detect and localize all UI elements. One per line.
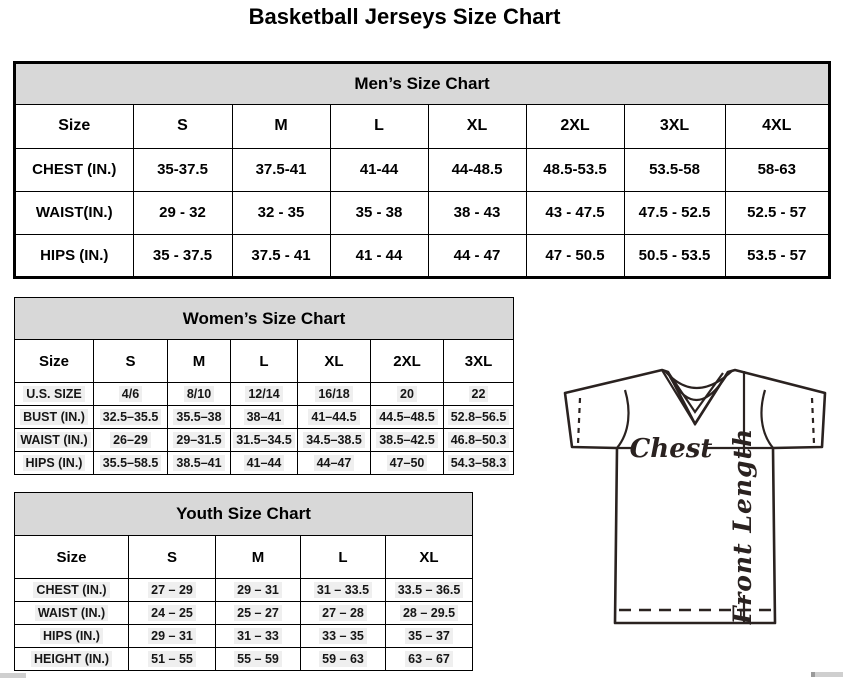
page-title: Basketball Jerseys Size Chart: [248, 4, 561, 29]
womens-size-table: [14, 297, 514, 475]
row-label-text: WAIST (IN.): [35, 605, 108, 621]
front-length-label: Front Length: [728, 427, 757, 625]
row-label: [15, 625, 129, 648]
size-value-cell-text: 50.5 - 53.5: [638, 246, 711, 264]
table-row: [15, 191, 829, 234]
column-header: M: [232, 104, 330, 148]
size-value-cell-text: 47.5 - 52.5: [638, 204, 711, 221]
size-value-cell: [330, 191, 428, 234]
size-value-cell-text: 51 – 55: [148, 651, 196, 667]
row-label: [15, 383, 94, 406]
column-header-row: [15, 340, 514, 383]
size-value-cell-text: 54.3–58.3: [448, 455, 510, 471]
size-value-cell-text: 27 – 29: [148, 582, 196, 598]
size-value-cell-text: 37.5-41: [255, 161, 307, 178]
table-caption: Women’s Size Chart: [15, 298, 514, 340]
size-value-cell-text: 34.5–38.5: [303, 432, 365, 448]
row-label-text: WAIST(IN.): [35, 204, 113, 221]
size-value-cell: [129, 602, 216, 625]
size-value-cell-text: 33.5 – 36.5: [395, 582, 464, 598]
size-value-cell: [444, 383, 514, 406]
size-value-cell: [298, 406, 371, 429]
size-value-cell-text: 29 - 32: [159, 204, 206, 221]
size-value-cell-text: 48.5-53.5: [543, 161, 607, 178]
size-value-cell: [231, 429, 298, 452]
size-value-cell: [371, 452, 444, 475]
size-value-cell: [301, 625, 386, 648]
size-value-cell: [386, 625, 473, 648]
size-value-cell: [725, 234, 829, 277]
size-value-cell: [725, 148, 829, 191]
size-value-cell: [371, 429, 444, 452]
size-value-cell: [168, 383, 231, 406]
size-value-cell-text: 44 - 47: [453, 246, 501, 264]
table-row: [15, 406, 514, 429]
size-value-cell: [526, 148, 624, 191]
size-value-cell-text: 38–41: [244, 409, 285, 425]
size-value-cell-text: 53.5-58: [649, 161, 700, 178]
size-value-cell-text: 31 – 33: [234, 628, 282, 644]
size-value-cell: [216, 579, 301, 602]
size-value-cell: [428, 191, 526, 234]
size-value-cell: [232, 234, 330, 277]
size-value-cell-text: 12/14: [245, 386, 282, 402]
table-caption: Men’s Size Chart: [15, 63, 829, 104]
horizontal-scrollbar-fragment-left[interactable]: [0, 673, 26, 678]
column-header: S: [133, 104, 232, 148]
row-label-text: BUST (IN.): [20, 409, 88, 425]
size-value-cell: [386, 579, 473, 602]
table-row: [15, 452, 514, 475]
size-value-cell-text: 35.5–58.5: [100, 455, 162, 471]
size-value-cell: [725, 191, 829, 234]
column-header: 3XL: [444, 340, 514, 383]
size-value-cell: [301, 579, 386, 602]
size-value-cell: [386, 602, 473, 625]
size-value-cell: [94, 406, 168, 429]
column-header: Size: [15, 104, 133, 148]
size-value-cell: [129, 648, 216, 671]
row-label: [15, 148, 133, 191]
size-value-cell: [231, 452, 298, 475]
size-value-cell-text: 26–29: [110, 432, 151, 448]
size-value-cell: [168, 452, 231, 475]
column-header: 3XL: [624, 104, 725, 148]
size-value-cell-text: 28 – 29.5: [400, 605, 458, 621]
row-label-text: WAIST (IN.): [17, 432, 90, 448]
row-label-text: HIPS (IN.): [40, 628, 103, 644]
size-value-cell: [129, 625, 216, 648]
size-value-cell-text: 24 – 25: [148, 605, 196, 621]
chest-label: Chest: [629, 434, 713, 464]
size-value-cell-text: 35 - 38: [355, 204, 403, 221]
size-value-cell: [444, 406, 514, 429]
size-value-cell-text: 44.5–48.5: [376, 409, 438, 425]
row-label: [15, 602, 129, 625]
column-header: L: [301, 536, 386, 579]
size-value-cell: [232, 148, 330, 191]
size-value-cell-text: 52.8–56.5: [448, 409, 510, 425]
row-label-text: CHEST (IN.): [32, 161, 117, 178]
size-value-cell-text: 53.5 - 57: [747, 246, 807, 264]
size-value-cell-text: 31.5–34.5: [233, 432, 295, 448]
size-value-cell: [129, 579, 216, 602]
size-value-cell: [133, 148, 232, 191]
size-value-cell: [168, 406, 231, 429]
size-value-cell: [94, 452, 168, 475]
size-value-cell-text: 22: [469, 386, 489, 402]
row-label-text: HIPS (IN.): [23, 455, 86, 471]
column-header: 4XL: [725, 104, 829, 148]
size-value-cell-text: 8/10: [184, 386, 214, 402]
size-value-cell: [298, 383, 371, 406]
size-value-cell: [428, 234, 526, 277]
row-label-text: U.S. SIZE: [23, 386, 85, 402]
size-value-cell-text: 33 – 35: [319, 628, 367, 644]
size-value-cell: [94, 383, 168, 406]
size-value-cell: [386, 648, 473, 671]
size-value-cell-text: 55 – 59: [234, 651, 282, 667]
size-value-cell: [624, 148, 725, 191]
column-header: S: [94, 340, 168, 383]
size-value-cell-text: 35-37.5: [157, 161, 208, 178]
size-value-cell: [133, 234, 232, 277]
size-value-cell-text: 52.5 - 57: [747, 204, 807, 221]
column-header: M: [216, 536, 301, 579]
row-label: [15, 406, 94, 429]
size-value-cell-text: 59 – 63: [319, 651, 367, 667]
row-label-text: HIPS (IN.): [40, 246, 109, 264]
size-value-cell: [298, 429, 371, 452]
size-value-cell: [301, 648, 386, 671]
column-header: 2XL: [526, 104, 624, 148]
table-row: [15, 625, 473, 648]
size-value-cell-text: 38.5–42.5: [376, 432, 438, 448]
table-row: [15, 648, 473, 671]
jersey-body-outline: [565, 370, 825, 623]
size-value-cell-text: 16/18: [315, 386, 352, 402]
size-value-cell: [168, 429, 231, 452]
row-label: [15, 579, 129, 602]
size-value-cell-text: 27 – 28: [319, 605, 367, 621]
size-value-cell: [216, 602, 301, 625]
table-row: [15, 148, 829, 191]
column-header: 2XL: [371, 340, 444, 383]
column-header: S: [129, 536, 216, 579]
mens-size-table: [14, 62, 830, 278]
row-label-text: HEIGHT (IN.): [31, 651, 112, 667]
size-value-cell: [428, 148, 526, 191]
size-value-cell-text: 31 – 33.5: [314, 582, 372, 598]
size-value-cell: [216, 648, 301, 671]
size-value-cell-text: 35.5–38: [173, 409, 224, 425]
size-value-cell-text: 38.5–41: [173, 455, 224, 471]
column-header: XL: [298, 340, 371, 383]
size-value-cell-text: 44-48.5: [451, 161, 503, 178]
size-value-cell-text: 41–44.5: [308, 409, 359, 425]
size-value-cell: [444, 452, 514, 475]
table-row: [15, 579, 473, 602]
size-value-cell: [444, 429, 514, 452]
row-label: [15, 234, 133, 277]
size-value-cell: [526, 191, 624, 234]
column-header: L: [231, 340, 298, 383]
size-value-cell-text: 43 - 47.5: [545, 204, 605, 221]
row-label: [15, 191, 133, 234]
size-value-cell: [371, 383, 444, 406]
size-value-cell-text: 41–44: [244, 455, 285, 471]
size-value-cell: [298, 452, 371, 475]
size-value-cell-text: 58-63: [757, 161, 796, 178]
size-value-cell-text: 25 – 27: [234, 605, 282, 621]
size-value-cell-text: 37.5 - 41: [251, 246, 311, 264]
size-value-cell-text: 29 – 31: [148, 628, 196, 644]
size-value-cell: [330, 148, 428, 191]
jersey-measurement-diagram: [555, 360, 843, 630]
size-value-cell: [133, 191, 232, 234]
size-value-cell-text: 47 - 50.5: [545, 246, 605, 264]
table-row: [15, 383, 514, 406]
row-label-text: CHEST (IN.): [33, 582, 109, 598]
column-header: XL: [386, 536, 473, 579]
size-value-cell: [371, 406, 444, 429]
size-value-cell-text: 47–50: [387, 455, 428, 471]
column-header: Size: [15, 536, 129, 579]
youth-size-table: [14, 492, 473, 671]
row-label: [15, 429, 94, 452]
size-value-cell: [216, 625, 301, 648]
size-value-cell: [231, 383, 298, 406]
size-value-cell-text: 44–47: [314, 455, 355, 471]
size-value-cell-text: 20: [397, 386, 417, 402]
size-value-cell-text: 4/6: [119, 386, 142, 402]
size-value-cell-text: 38 - 43: [453, 204, 501, 221]
size-value-cell: [526, 234, 624, 277]
size-value-cell-text: 63 – 67: [405, 651, 453, 667]
column-header: XL: [428, 104, 526, 148]
column-header: M: [168, 340, 231, 383]
size-value-cell: [624, 234, 725, 277]
column-header-row: [15, 536, 473, 579]
column-header-row: [15, 104, 829, 148]
size-value-cell-text: 32 - 35: [257, 204, 305, 221]
size-value-cell: [301, 602, 386, 625]
size-value-cell-text: 41-44: [359, 161, 399, 178]
table-row: [15, 602, 473, 625]
size-value-cell-text: 32.5–35.5: [100, 409, 162, 425]
row-label: [15, 648, 129, 671]
size-value-cell: [232, 191, 330, 234]
column-header: Size: [15, 340, 94, 383]
size-value-cell-text: 35 – 37: [405, 628, 453, 644]
row-label: [15, 452, 94, 475]
column-header: L: [330, 104, 428, 148]
size-value-cell-text: 46.8–50.3: [448, 432, 510, 448]
size-value-cell-text: 35 - 37.5: [152, 246, 213, 264]
size-value-cell: [231, 406, 298, 429]
table-row: [15, 429, 514, 452]
table-row: [15, 234, 829, 277]
size-value-cell: [624, 191, 725, 234]
size-value-cell-text: 29–31.5: [173, 432, 224, 448]
size-value-cell: [330, 234, 428, 277]
table-caption: Youth Size Chart: [15, 493, 473, 536]
size-value-cell-text: 41 - 44: [355, 246, 403, 264]
size-value-cell: [94, 429, 168, 452]
size-value-cell-text: 29 – 31: [234, 582, 282, 598]
horizontal-scrollbar-fragment-right[interactable]: [811, 672, 843, 677]
